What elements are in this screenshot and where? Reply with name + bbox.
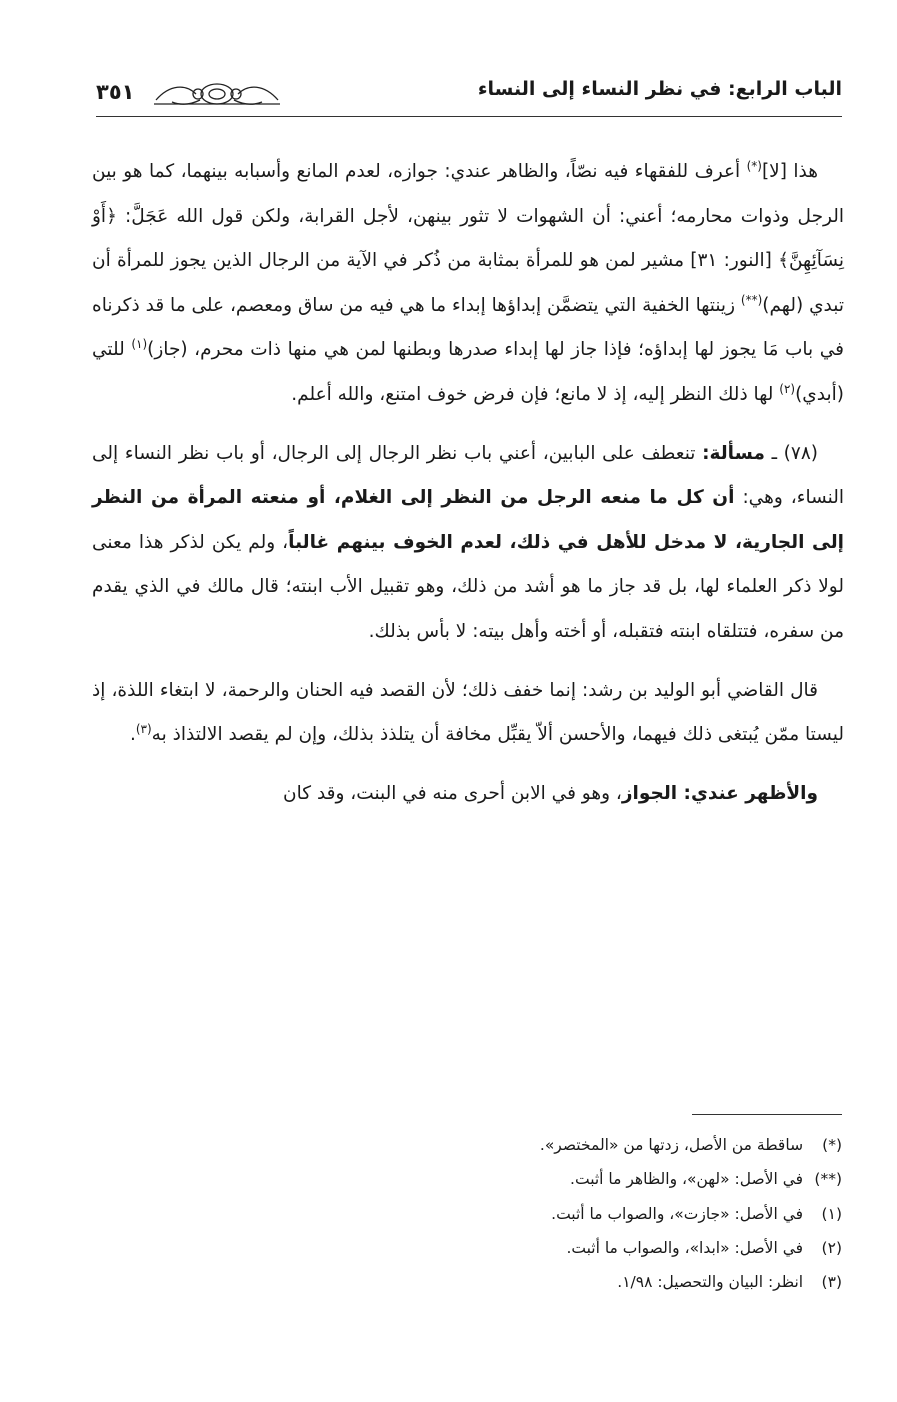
footnote-number: (٢) [821, 1238, 842, 1257]
footnote-text: في الأصل: «لهن»، والظاهر ما أثبت. [570, 1170, 804, 1189]
chapter-title: الباب الرابع: في نظر النساء إلى النساء [477, 78, 842, 100]
footnote-number: (١) [821, 1204, 842, 1223]
footnote [200, 1128, 842, 1162]
footnote-text: انظر: البيان والتحصيل: ١/٩٨. [617, 1273, 804, 1292]
footnote-text: في الأصل: «ابدا»، والصواب ما أثبت. [566, 1238, 804, 1257]
footnote-ref: (*) [746, 158, 762, 173]
footnote [200, 1162, 842, 1196]
footnote [200, 1265, 842, 1299]
header-divider [96, 116, 842, 117]
paragraph-2: (٧٨) ـ مسألة: تنعطف على البابين، أعني باب نظر الرجال إلى الرجال، أو باب نظر النساء إلى النساء، وهي: أن كل ما منعه الرجل من النظر إلى الغلام، أو منعته المرأة من النظر إلى الجارية، لا مدخل للأهل في ذلك، لعدم الخوف بينهم غالباً، ولم يكن لذكر هذا معنى لولا ذكر العلماء لها، بل قد جاز ما هو أشد من ذلك، وهو تقبيل الأب ابنته؛ قال مالك في الذي يقدم من سفره، فتتلقاه ابنته فتقبله، أو أخته وأهل بيته: لا بأس بذلك. [92, 442, 844, 642]
footnote-text: ساقطة من الأصل، زدتها من «المختصر». [539, 1136, 804, 1154]
main-text [92, 150, 844, 816]
issue-number: (٧٨) ـ [764, 442, 818, 464]
page-number: ٣٥١ [96, 80, 135, 104]
bold-statement: أن كل ما منعه الرجل من النظر إلى الغلام، أو منعته المرأة من النظر إلى الجارية، لا مدخل للأهل في ذلك، لعدم الخوف بينهم غالباً [92, 487, 844, 553]
footnote-ref: (٢) [779, 381, 796, 396]
footnote [200, 1231, 842, 1265]
footnote-ref: (**) [740, 292, 763, 307]
header-ornament-icon [152, 80, 282, 108]
issue-label: مسألة: [702, 442, 765, 464]
paragraph-4: والأظهر عندي: الجواز، وهو في الابن أحرى منه في البنت، وقد كان [283, 782, 818, 804]
footnote-number: (*) [822, 1136, 842, 1154]
paragraph-3: قال القاضي أبو الوليد بن رشد: إنما خفف ذلك؛ لأن القصد فيه الحنان والرحمة، لا ابتغاء اللذة، إذ ليستا ممّن يُبتغى ذلك فيهما، والأحسن ألاّ يقبِّل مخافة أن يتلذذ بذلك، وإن لم يقصد الالتذاذ به$^{(٣)}$. [92, 679, 844, 746]
footnote-number: (**) [814, 1170, 842, 1189]
page-header [96, 78, 842, 112]
footnotes [200, 1128, 842, 1299]
paragraph-1: هذا [لا](*) أعرف للفقهاء فيه نصّاً، والظاهر عندي: جوازه، لعدم المانع وأسبابه بينهما، كما هو بين الرجل وذوات محارمه؛ أعني: أن الشهوات لا تثور بينهن، لأجل القرابة، ولكن قول الله عَجَلَّ: ﴿أَوْ نِسَآئِهِنَّ﴾ [النور: ٣١] مشير لمن هو للمرأة بمثابة من ذُكر في الآية من الرجال الذين يجوز للمرأة أن تبدي (لهم)(**) زينتها الخفية التي يتضمَّن إبداؤها إبداء ما هي فيه من ساق ومعصم، على ما قد ذكرناه في باب مَا يجوز لها إبداؤه؛ فإذا جاز لها إبداء صدرها وبطنها لمن هي منها ذات محرم، (جاز)$^{(١)}$ للتي (أبدي)$^{(٢)}$ لها ذلك النظر إليه، إذ لا مانع؛ فإن فرض خوف امتنع، والله أعلم. [92, 158, 845, 405]
footnote-text: في الأصل: «جازت»، والصواب ما أثبت. [551, 1204, 804, 1223]
footnote-ref: (١) [131, 337, 148, 352]
footnote [200, 1197, 842, 1231]
footnote-divider [692, 1114, 842, 1115]
footnote-number: (٣) [821, 1273, 842, 1292]
footnote-ref: (٣) [135, 721, 152, 736]
bold-statement: والأظهر عندي: الجواز [621, 782, 818, 804]
